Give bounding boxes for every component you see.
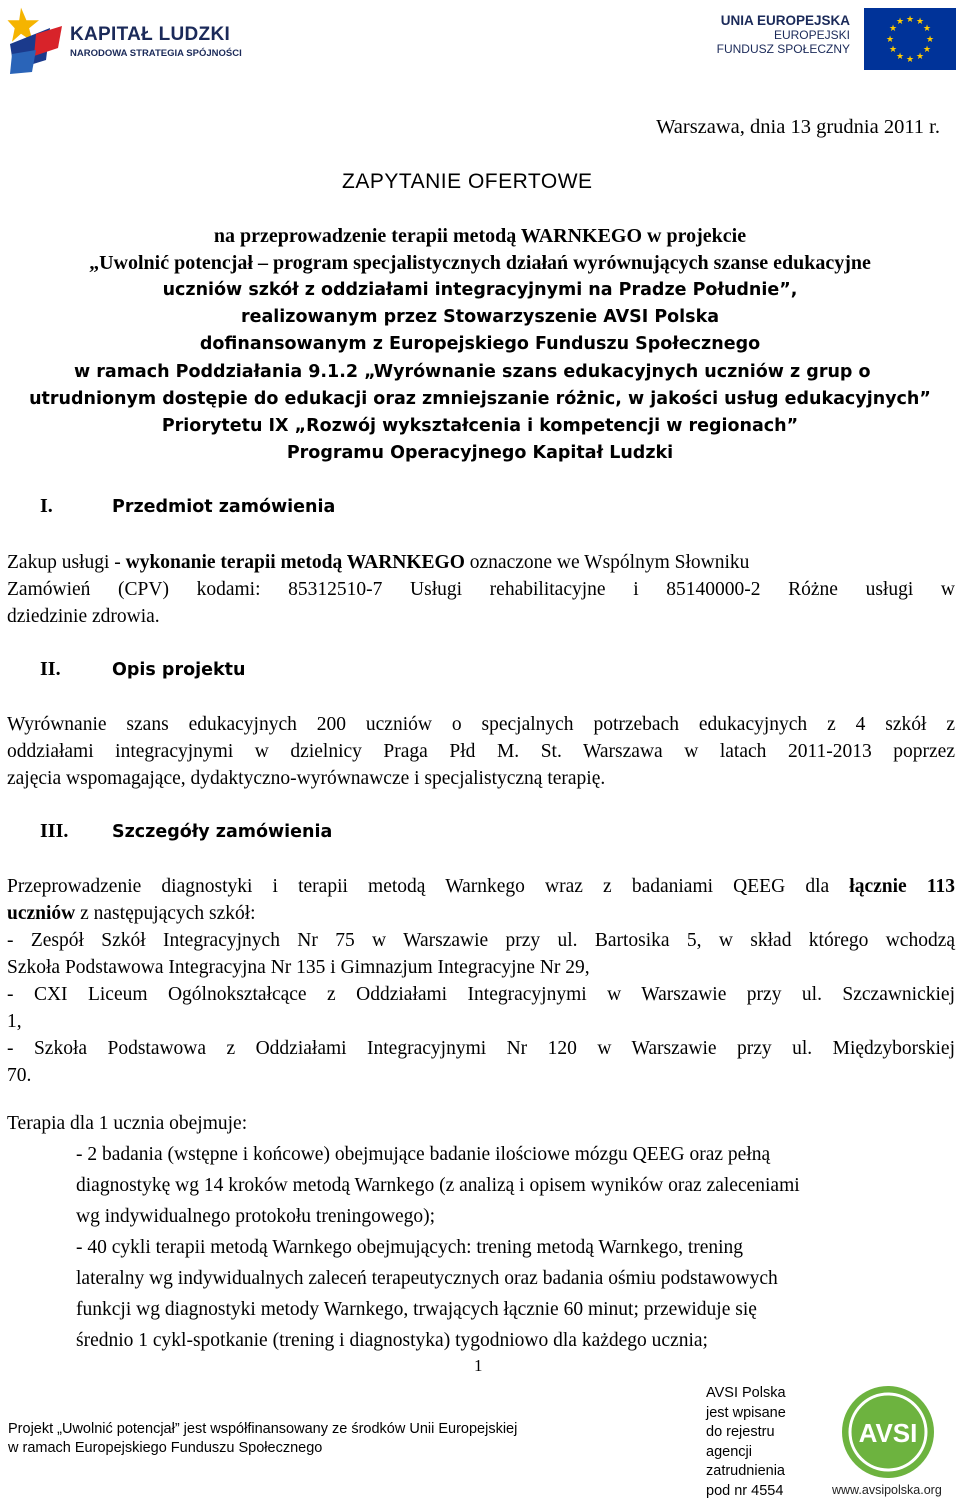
section-3-title: Szczegóły zamówienia [112, 822, 333, 842]
section-1-line-3: dziedzinie zdrowia. [7, 606, 160, 627]
therapy-item-1-line-1: - 2 badania (wstępne i końcowe) obejmujące badanie ilościowe mózgu QEEG oraz pełną [76, 1144, 771, 1165]
svg-text:★: ★ [915, 52, 925, 62]
therapy-item-1-line-2: diagnostykę wg 14 kroków metodą Warnkego (z analizą i opisem wyników oraz zaleceniami [76, 1175, 800, 1196]
section-2-number: II. [40, 658, 61, 680]
section-3-line-5: - CXI Liceum Ogólnokształcące z Oddziałami Integracyjnymi w Warszawie przy ul. Szczawnickiej [7, 984, 955, 1005]
s1-p1-c: oznaczone we Wspólnym Słowniku [464, 552, 750, 573]
intro-line-2: „Uwolnić potencjał – program specjalistycznych działań wyrównujących szanse edukacyjne [89, 252, 871, 274]
eu-flag-icon [864, 8, 956, 70]
svg-text:★: ★ [895, 52, 905, 62]
svg-text:★: ★ [915, 17, 925, 27]
section-1-body [7, 549, 955, 630]
section-3-line-1 [7, 873, 955, 900]
intro-line-4: realizowanym przez Stowarzyszenie AVSI Polska [240, 307, 720, 327]
section-2-line-3: zajęcia wspomagające, dydaktyczno-wyrównawcze i specjalistyczną terapię. [7, 768, 606, 789]
therapy-item-2-line-1: - 40 cykli terapii metodą Warnkego obejmujących: trening metodą Warnkego, trening [76, 1237, 744, 1258]
footer-registry-note [706, 1384, 786, 1501]
section-3-line-6: 1, [7, 1011, 22, 1032]
s1-p1-prefix [7, 549, 749, 576]
s3-p1-a: Przeprowadzenie diagnostyki i terapii metodą Warnkego wraz z badaniami QEEG dla [7, 876, 850, 897]
footer-project-note [8, 1420, 517, 1458]
footer-left-line-1: Projekt „Uwolnić potencjał” jest współfinansowany ze środków Unii Europejskiej [8, 1421, 518, 1437]
section-1-line-2: Zamówień (CPV) kodami: 85312510-7 Usługi rehabilitacyjne i 85140000-2 Różne usługi w [7, 579, 955, 600]
s3-p2-b: z następujących szkół: [75, 903, 256, 924]
section-1-line-1 [7, 549, 955, 576]
document-title: ZAPYTANIE OFERTOWE [342, 170, 593, 193]
section-3-line-3: - Zespół Szkół Integracyjnych Nr 75 w Warszawie przy ul. Bartosika 5, w skład którego wchodzą [7, 930, 955, 951]
kapital-ludzki-title: KAPITAŁ LUDZKI [70, 24, 231, 45]
footer-mid-line-1: AVSI Polska [706, 1385, 786, 1401]
svg-text:★: ★ [905, 15, 915, 25]
eu-union-label: UNIA EUROPEJSKA [720, 13, 850, 28]
section-3-line-8: 70. [7, 1065, 32, 1086]
eu-fund-label-2: FUNDUSZ SPOŁECZNY [716, 42, 850, 56]
svg-text:★: ★ [925, 35, 935, 45]
footer-mid-line-5: zatrudnienia [706, 1463, 785, 1479]
therapy-item-1-line-3: wg indywidualnego protokołu treningowego); [76, 1206, 436, 1227]
kapital-ludzki-logo [6, 4, 66, 76]
intro-line-5: dofinansowanym z Europejskiego Funduszu Społecznego [199, 334, 761, 354]
footer-mid-line-2: jest wpisane [706, 1404, 786, 1421]
svg-text:★: ★ [895, 17, 905, 27]
therapy-item-2-line-4: średnio 1 cykl-spotkanie (trening i diagnostyka) tygodniowo dla każdego ucznia; [76, 1330, 708, 1351]
svg-text:★: ★ [888, 45, 898, 55]
section-2-title: Opis projektu [112, 660, 246, 680]
s3-p2-a: uczniów [7, 903, 76, 924]
footer-mid-line-6: pod nr 4554 [706, 1482, 784, 1499]
intro-line-9: Programu Operacyjnego Kapitał Ludzki [286, 443, 674, 463]
svg-text:★: ★ [888, 24, 898, 34]
intro-line-8: Priorytetu IX „Rozwój wykształcenia i kompetencji w regionach” [161, 416, 799, 436]
section-3-body [7, 873, 955, 1089]
avsi-website: www.avsipolska.org [832, 1483, 942, 1497]
section-1-number: I. [40, 495, 53, 517]
therapy-item-2-line-2: lateralny wg indywidualnych zaleceń terapeutycznych oraz badania ośmiu podstawowych [76, 1268, 778, 1289]
section-3-line-2 [7, 900, 955, 927]
therapy-item-2-line-3: funkcji wg diagnostyki metody Warnkego, trwających łącznie 60 minut; przewiduje się [76, 1299, 757, 1320]
footer-mid-line-3: do rejestru [706, 1424, 775, 1440]
section-3-number: III. [40, 820, 69, 842]
footer-left-line-2: w ramach Europejskiego Funduszu Społecznego [8, 1440, 323, 1456]
section-2-line-1: Wyrównanie szans edukacyjnych 200 uczniów o specjalnych potrzebach edukacyjnych z 4 szkół z [7, 714, 955, 735]
page-number: 1 [474, 1356, 483, 1375]
avsi-logo-icon [830, 1380, 950, 1500]
kapital-ludzki-subtitle: NARODOWA STRATEGIA SPÓJNOŚCI [70, 48, 242, 59]
section-1-title: Przedmiot zamówienia [112, 497, 336, 517]
s3-p1-b: łącznie 113 [849, 876, 955, 897]
section-2-line-2: oddziałami integracyjnymi w dzielnicy Praga Płd M. St. Warszawa w latach 2011-2013 poprzez [7, 741, 955, 762]
svg-text:★: ★ [922, 45, 932, 55]
section-3-line-7: - Szkoła Podstawowa z Oddziałami Integracyjnymi Nr 120 w Warszawie przy ul. Międzyborskiej [7, 1038, 955, 1059]
svg-text:★: ★ [922, 24, 932, 34]
eu-fund-text [717, 14, 850, 56]
avsi-logo-text: AVSI [858, 1418, 918, 1448]
therapy-intro: Terapia dla 1 ucznia obejmuje: [7, 1113, 248, 1134]
s1-p1-a: Zakup usługi - [7, 552, 126, 573]
svg-text:★: ★ [905, 55, 915, 65]
kapital-ludzki-emblem-icon [6, 4, 66, 76]
intro-line-1: na przeprowadzenie terapii metodą WARNKEGO w projekcie [213, 225, 747, 247]
document-date: Warszawa, dnia 13 grudnia 2011 r. [656, 116, 940, 138]
section-2-body [7, 711, 955, 792]
therapy-list [76, 1139, 944, 1356]
intro-line-6: w ramach Poddziałania 9.1.2 „Wyrównanie szans edukacyjnych uczniów z grup o [74, 362, 871, 382]
s1-p1-b: wykonanie terapii metodą WARNKEGO [125, 552, 465, 573]
eu-fund-label-1: EUROPEJSKI [773, 28, 850, 42]
intro-line-7: utrudnionym dostępie do edukacji oraz zmniejszanie różnic, w jakości usług edukacyjnych” [29, 389, 931, 409]
section-3-line-4: Szkoła Podstawowa Integracyjna Nr 135 i Gimnazjum Integracyjne Nr 29, [7, 957, 590, 978]
intro-line-3: uczniów szkół z oddziałami integracyjnymi na Pradze Południe”, [162, 280, 798, 300]
svg-text:★: ★ [885, 35, 895, 45]
footer-mid-line-4: agencji [706, 1443, 752, 1460]
